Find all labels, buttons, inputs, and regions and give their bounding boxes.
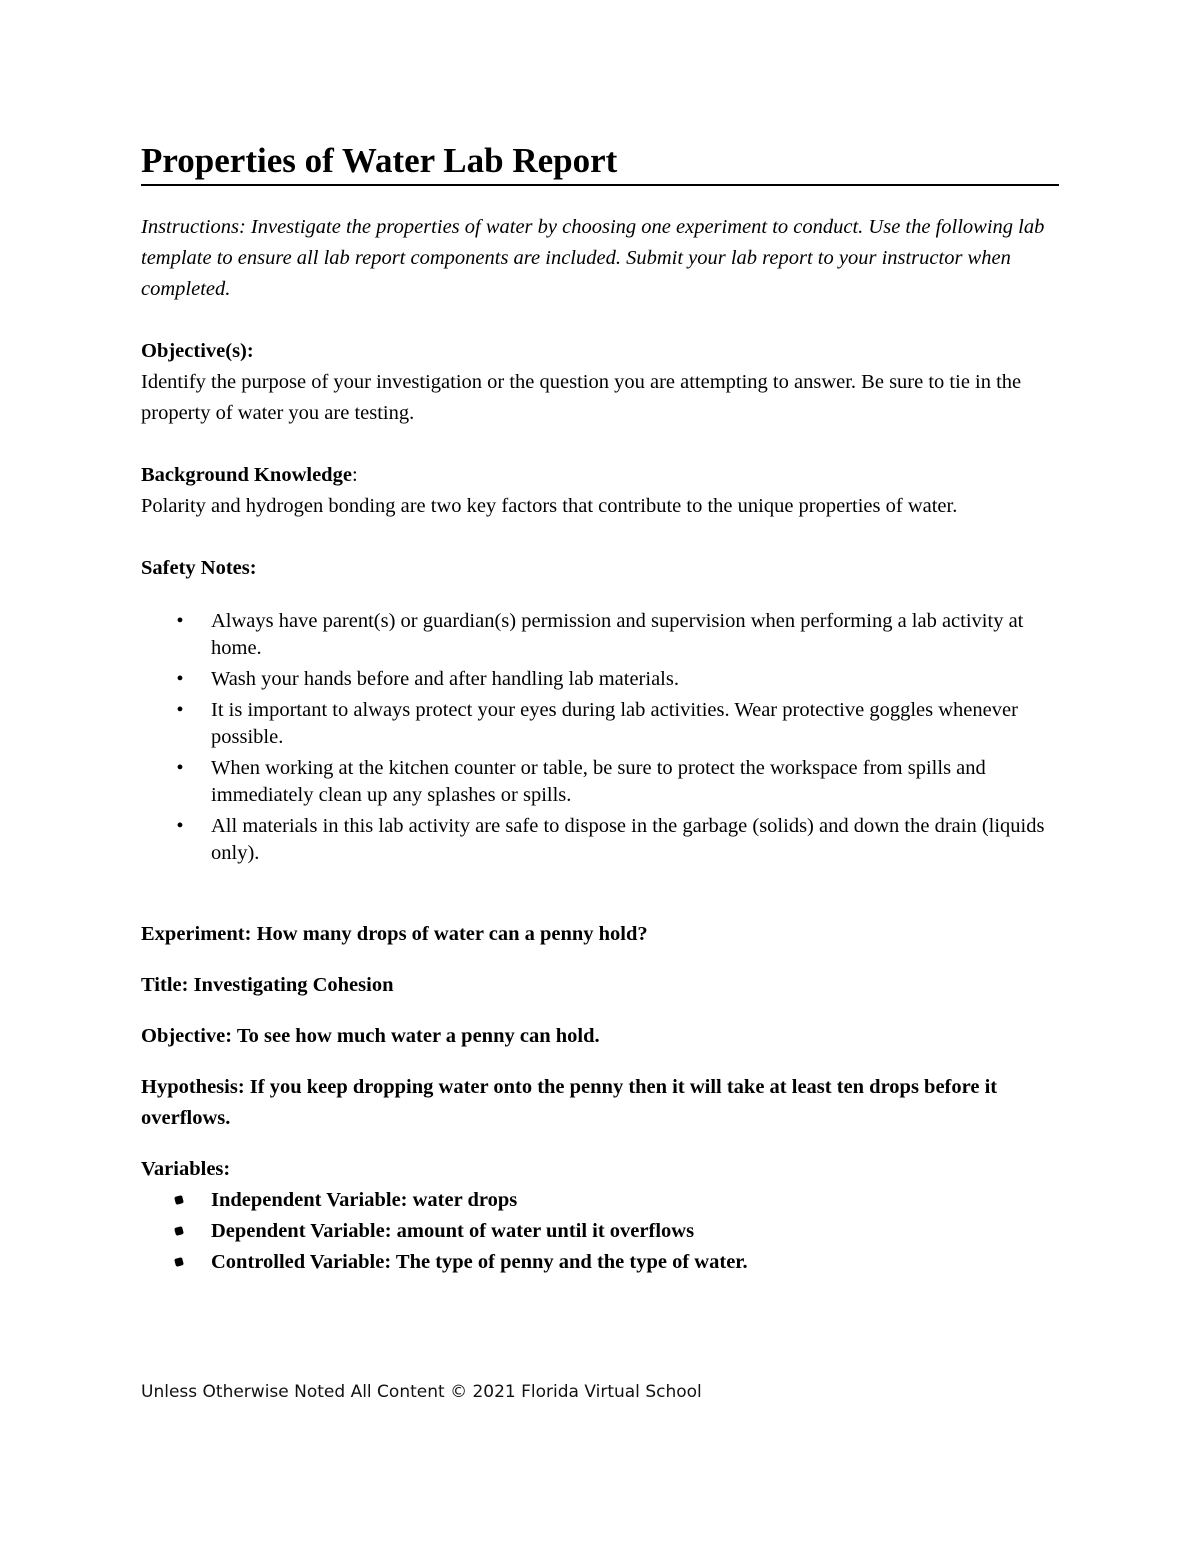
safety-item (141, 608, 1059, 662)
page-title: Properties of Water Lab Report (141, 140, 1059, 186)
background-heading: Background Knowledge (141, 464, 352, 486)
document-body (141, 212, 1059, 1278)
safety-list (141, 608, 1059, 867)
safety-item (141, 666, 1059, 693)
objective-statement: Objective: To see how much water a penny can hold. (141, 1025, 600, 1047)
variable-item-text: Controlled Variable: The type of penny and the type of water. (211, 1251, 748, 1273)
hypothesis-statement: Hypothesis: If you keep dropping water onto the penny then it will take at least ten drops before it overflows. (141, 1076, 998, 1129)
safety-item (141, 755, 1059, 809)
background-heading-line (141, 460, 1059, 491)
bullet-icon: • (176, 699, 184, 721)
safety-item-text: When working at the kitchen counter or table, be sure to protect the workspace from spills and immediately clean up any splashes or spills. (211, 757, 986, 806)
safety-item-text: It is important to always protect your eyes during lab activities. Wear protective goggles whenever possible. (211, 699, 1018, 748)
objectives-heading: Objective(s): (141, 340, 254, 362)
objectives-text: Identify the purpose of your investigation or the question you are attempting to answer. Be sure to tie in the property of water you are testing. (141, 371, 1022, 424)
bullet-icon (174, 1257, 184, 1267)
bullet-icon: • (176, 757, 184, 779)
instructions-text: Instructions: Investigate the properties of water by choosing one experiment to conduct. Use the following lab template to ensure all lab report components are included. Submit your lab report to your instructor when completed. (141, 216, 1045, 300)
variables-heading: Variables: (141, 1158, 231, 1180)
variable-item-text: Dependent Variable: amount of water until it overflows (211, 1220, 695, 1242)
background-text: Polarity and hydrogen bonding are two key factors that contribute to the unique properties of water. (141, 495, 958, 517)
safety-item-text: All materials in this lab activity are safe to dispose in the garbage (solids) and down the drain (liquids only). (211, 815, 1045, 864)
bullet-icon (174, 1226, 184, 1236)
safety-item (141, 697, 1059, 751)
variable-item (141, 1216, 1059, 1247)
bullet-icon: • (176, 668, 184, 690)
copyright-footer: Unless Otherwise Noted All Content © 2021 Florida Virtual School (141, 1382, 702, 1402)
variable-item (141, 1247, 1059, 1278)
lab-title: Title: Investigating Cohesion (141, 974, 394, 996)
experiment-heading: Experiment: How many drops of water can a penny hold? (141, 923, 648, 945)
safety-heading: Safety Notes: (141, 557, 257, 579)
bullet-icon: • (176, 610, 184, 632)
variables-list (141, 1185, 1059, 1278)
variable-item-text: Independent Variable: water drops (211, 1189, 518, 1211)
safety-item-text: Always have parent(s) or guardian(s) permission and supervision when performing a lab activity at home. (211, 610, 1024, 659)
bullet-icon: • (176, 815, 184, 837)
bullet-icon (174, 1195, 184, 1205)
background-heading-colon: : (351, 464, 358, 486)
variable-item (141, 1185, 1059, 1216)
safety-item (141, 813, 1059, 867)
safety-item-text: Wash your hands before and after handling lab materials. (211, 668, 679, 690)
